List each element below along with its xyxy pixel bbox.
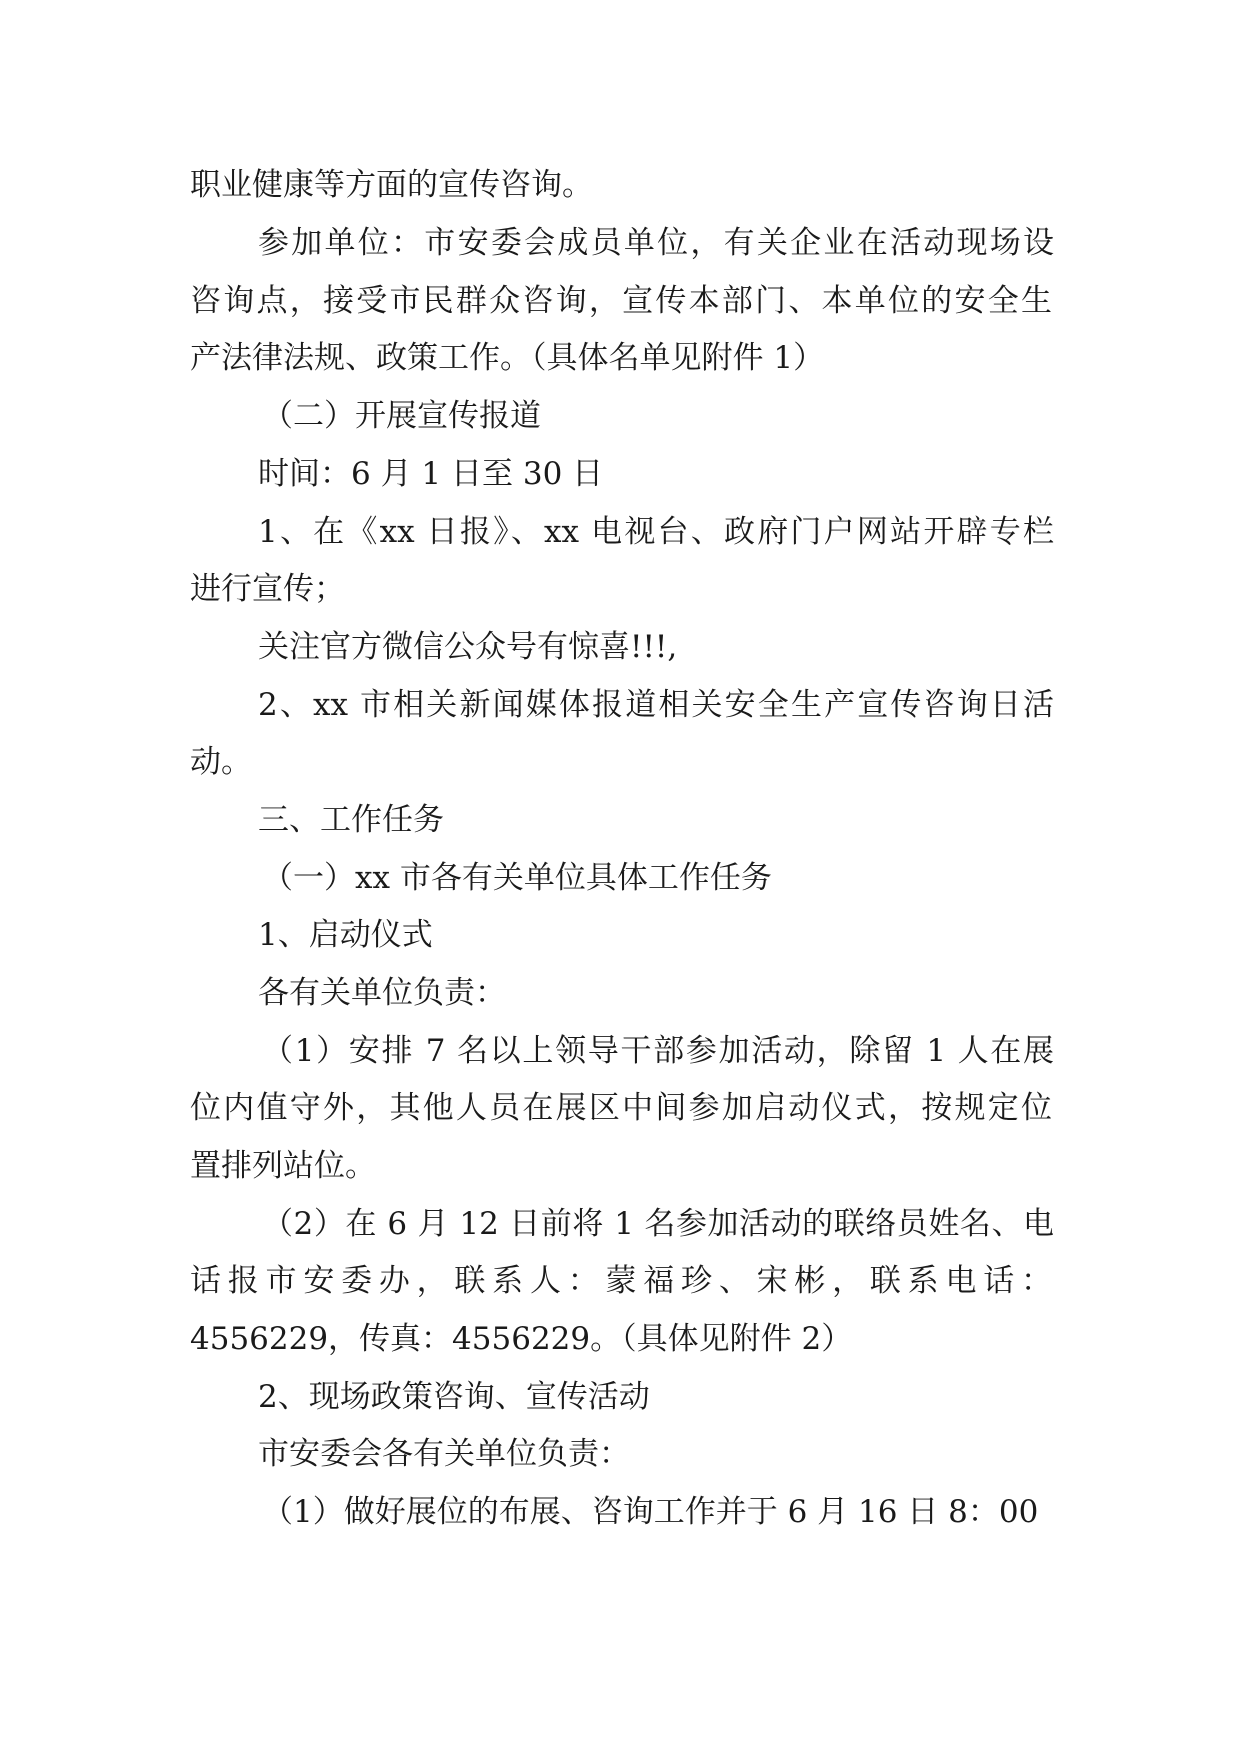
- section-heading: 2、现场政策咨询、宣传活动: [258, 1379, 650, 1415]
- section-heading: 三、工作任务: [258, 802, 444, 838]
- text-line: 4556229，传真：4556229。（具体见附件 2）: [190, 1321, 853, 1357]
- text-line: 咨询点，接受市民群众咨询，宣传本部门、本单位的安全生: [190, 283, 1052, 319]
- text-line: 参加单位：市安委会成员单位，有关企业在活动现场设: [258, 225, 1054, 261]
- text-line: 关注官方微信公众号有惊喜!!!,: [258, 629, 678, 665]
- text-line: （2）在 6 月 12 日前将 1 名参加活动的联络员姓名、电: [262, 1206, 1054, 1242]
- text-line: （1）安排 7 名以上领导干部参加活动，除留 1 人在展: [262, 1033, 1054, 1069]
- text-line: 动。: [190, 744, 252, 780]
- section-heading: 1、启动仪式: [258, 917, 433, 953]
- section-heading: （二）开展宣传报道: [262, 398, 541, 434]
- text-line: 1、在《xx 日报》、xx 电视台、政府门户网站开辟专栏: [258, 514, 1054, 550]
- text-line: 时间：6 月 1 日至 30 日: [258, 456, 604, 492]
- section-heading: （一）xx 市各有关单位具体工作任务: [262, 860, 772, 896]
- text-line: 2、xx 市相关新闻媒体报道相关安全生产宣传咨询日活: [258, 687, 1054, 723]
- text-line: 市安委会各有关单位负责：: [258, 1436, 630, 1472]
- text-line: 产法律法规、政策工作。（具体名单见附件 1）: [190, 340, 825, 376]
- text-line: （1）做好展位的布展、咨询工作并于 6 月 16 日 8：00: [262, 1494, 1039, 1530]
- text-line: 话报市安委办，联系人：蒙福珍、宋彬，联系电话：: [190, 1263, 1052, 1299]
- text-line: 进行宣传；: [190, 571, 345, 607]
- text-line: 置排列站位。: [190, 1148, 376, 1184]
- text-line: 位内值守外，其他人员在展区中间参加启动仪式，按规定位: [190, 1090, 1052, 1126]
- text-line: 各有关单位负责：: [258, 975, 506, 1011]
- text-line: 职业健康等方面的宣传咨询。: [190, 167, 593, 203]
